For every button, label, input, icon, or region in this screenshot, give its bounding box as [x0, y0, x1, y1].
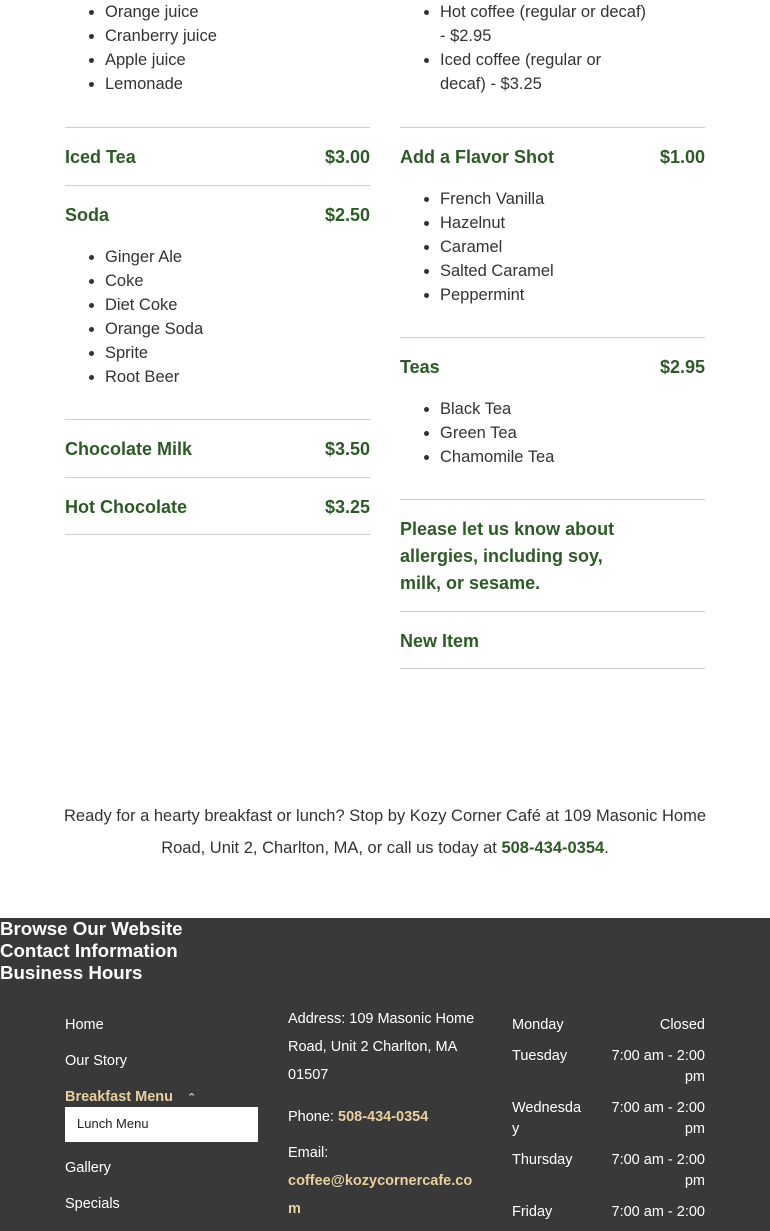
cta-text: Ready for a hearty breakfast or lunch? Stop by Kozy Corner Café at 109 Masonic Home Road, Unit 2, Charlton, MA, or call us today at	[64, 807, 706, 857]
hours-time: 7:00 am - 2:00 pm	[611, 1152, 705, 1189]
soda-options	[65, 245, 370, 389]
contact-email	[288, 1139, 480, 1223]
footer-link-specials[interactable]: Specials	[65, 1196, 120, 1212]
tea-options	[400, 397, 705, 469]
menu-item-teas	[400, 337, 705, 499]
item-name: Teas	[400, 357, 440, 377]
flavor-options	[400, 187, 705, 307]
footer-link-gallery[interactable]: Gallery	[65, 1160, 111, 1176]
hours-time: 7:00 am - 2:00 pm	[611, 1100, 705, 1137]
list-item: • Caramel	[440, 235, 705, 259]
hours-time: 7:00 am - 2:00 pm	[611, 1048, 705, 1085]
list-item: • Hazelnut	[440, 211, 705, 235]
cta-end: .	[604, 839, 609, 857]
menu-item-soda	[65, 185, 370, 419]
hours-time: 7:00 am - 2:00	[611, 1204, 705, 1220]
item-price: $2.50	[324, 205, 370, 225]
hours-time: Closed	[659, 1017, 705, 1033]
item-name: Soda	[65, 205, 110, 225]
menu-item-new	[400, 611, 705, 669]
contact-email-link[interactable]: coffee@kozycornercafe.com	[288, 1173, 473, 1217]
list-item: • French Vanilla	[440, 187, 705, 211]
list-item: • Ginger Ale	[105, 245, 370, 269]
item-price: $3.25	[324, 497, 370, 517]
list-item: • Apple juice	[105, 48, 370, 72]
email-label: Email:	[288, 1145, 329, 1161]
list-item: • Cranberry juice	[105, 24, 370, 48]
list-item: • Sprite	[105, 341, 370, 365]
hours-day: Thursday	[512, 1152, 573, 1168]
item-price: $1.00	[659, 147, 705, 167]
browse-heading: Browse Our Website	[0, 918, 183, 939]
chevron-up-icon[interactable]: ⌃	[186, 1092, 197, 1104]
list-item: • Black Tea	[440, 397, 705, 421]
list-item: • Iced coffee (regular or decaf) - $3.25	[440, 48, 650, 96]
footer-link-our-story[interactable]: Our Story	[65, 1053, 128, 1069]
list-item: • Root Beer	[105, 365, 370, 389]
breakfast-submenu	[65, 1107, 258, 1142]
coffee-list	[400, 0, 650, 96]
list-item: • Green Tea	[440, 421, 705, 445]
item-name: Iced Tea	[65, 147, 136, 167]
hours-day: Monday	[512, 1017, 564, 1033]
menu-item-iced-tea	[65, 127, 370, 185]
list-item: • Diet Coke	[105, 293, 370, 317]
item-name: Add a Flavor Shot	[400, 147, 555, 167]
list-item: • Salted Caramel	[440, 259, 705, 283]
hours-day: Wednesday	[512, 1100, 582, 1137]
menu-item-flavor-shot	[400, 127, 705, 337]
site-footer	[0, 918, 770, 1231]
item-name: New Item	[400, 631, 480, 651]
phone-label: Phone:	[288, 1109, 334, 1125]
contact-address: Address: 109 Masonic Home Road, Unit 2 Charlton, MA 01507	[288, 1011, 475, 1083]
contact-heading: Contact Information	[0, 940, 178, 961]
list-item: • Lemonade	[105, 72, 370, 96]
footer-link-home[interactable]: Home	[65, 1017, 104, 1033]
list-item: • Orange juice	[105, 0, 370, 24]
footer-link-breakfast-menu[interactable]	[65, 1089, 196, 1105]
allergy-note: Please let us know about allergies, including soy, milk, or sesame.	[400, 519, 615, 593]
item-price: $3.00	[324, 147, 370, 167]
hours-heading: Business Hours	[0, 962, 143, 983]
list-item: • Coke	[105, 269, 370, 293]
item-name: Hot Chocolate	[65, 497, 188, 517]
list-item: • Peppermint	[440, 283, 705, 307]
hours-day: Friday	[512, 1204, 553, 1220]
list-item: • Hot coffee (regular or decaf) - $2.95	[440, 0, 650, 48]
contact-phone-link[interactable]: 508-434-0354	[338, 1109, 429, 1125]
item-price: $3.50	[324, 439, 370, 459]
item-name: Chocolate Milk	[65, 439, 193, 459]
breakfast-menu-label: Breakfast Menu	[65, 1089, 173, 1105]
call-to-action	[60, 800, 710, 864]
list-item: • Chamomile Tea	[440, 445, 705, 469]
item-price: $2.95	[659, 357, 705, 377]
menu-item-chocolate-milk	[65, 419, 370, 477]
list-item: • Orange Soda	[105, 317, 370, 341]
contact-phone	[288, 1103, 483, 1131]
allergy-note-row	[400, 499, 705, 611]
footer-link-lunch-menu[interactable]: Lunch Menu	[77, 1116, 149, 1131]
juice-list	[65, 0, 370, 96]
hours-day: Tuesday	[512, 1048, 568, 1064]
cta-phone-link[interactable]: 508-434-0354	[501, 839, 605, 857]
menu-item-hot-chocolate	[65, 477, 370, 535]
